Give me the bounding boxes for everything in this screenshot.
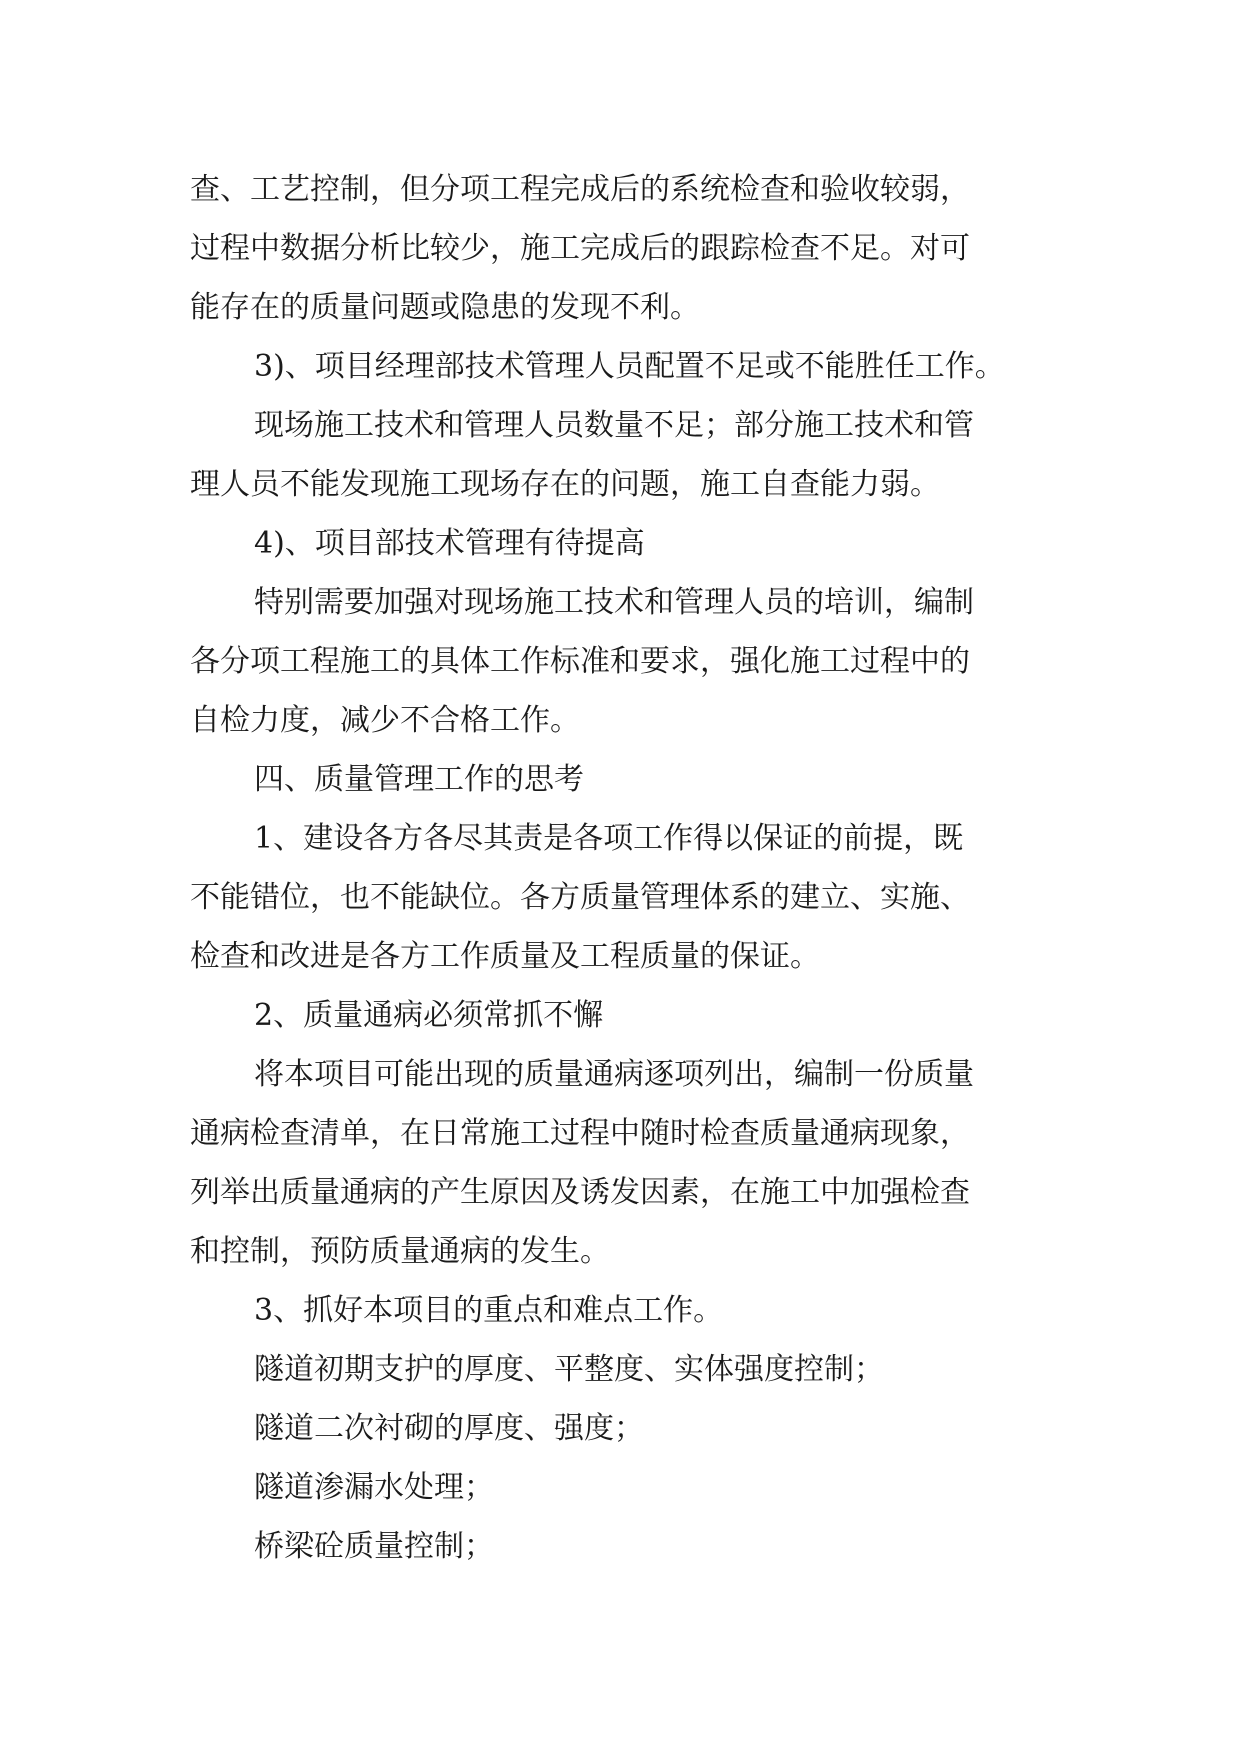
text-line: 过程中数据分析比较少，施工完成后的跟踪检查不足。对可 bbox=[190, 231, 970, 266]
text-line: 隧道二次衬砌的厚度、强度； bbox=[254, 1411, 644, 1446]
text-line: 能存在的质量问题或隐患的发现不利。 bbox=[190, 290, 700, 325]
text-line: 隧道初期支护的厚度、平整度、实体强度控制； bbox=[254, 1352, 884, 1387]
text-line: 自检力度，减少不合格工作。 bbox=[190, 703, 580, 738]
document-body bbox=[190, 160, 1070, 1576]
text-line: 和控制，预防质量通病的发生。 bbox=[190, 1234, 610, 1269]
text-line: 1、建设各方各尽其责是各项工作得以保证的前提，既 bbox=[254, 821, 964, 856]
text-line: 检查和改进是各方工作质量及工程质量的保证。 bbox=[190, 939, 820, 974]
text-line: 2、质量通病必须常抓不懈 bbox=[254, 998, 604, 1033]
text-line: 现场施工技术和管理人员数量不足；部分施工技术和管 bbox=[254, 408, 974, 443]
text-line: 四、质量管理工作的思考 bbox=[254, 762, 584, 797]
text-line: 隧道渗漏水处理； bbox=[254, 1470, 494, 1505]
text-line: 各分项工程施工的具体工作标准和要求，强化施工过程中的 bbox=[190, 644, 970, 679]
text-line: 不能错位，也不能缺位。各方质量管理体系的建立、实施、 bbox=[190, 880, 970, 915]
text-line: 列举出质量通病的产生原因及诱发因素，在施工中加强检查 bbox=[190, 1175, 970, 1210]
text-line: 特别需要加强对现场施工技术和管理人员的培训，编制 bbox=[254, 585, 974, 620]
text-line: 理人员不能发现施工现场存在的问题，施工自查能力弱。 bbox=[190, 467, 940, 502]
text-line: 3)、项目经理部技术管理人员配置不足或不能胜任工作。 bbox=[254, 349, 1005, 384]
text-line: 4)、项目部技术管理有待提高 bbox=[254, 526, 645, 561]
text-line: 查、工艺控制，但分项工程完成后的系统检查和验收较弱， bbox=[190, 172, 970, 207]
text-line: 通病检查清单，在日常施工过程中随时检查质量通病现象， bbox=[190, 1116, 970, 1151]
text-line: 桥梁砼质量控制； bbox=[254, 1529, 494, 1564]
text-line: 3、抓好本项目的重点和难点工作。 bbox=[254, 1293, 724, 1328]
text-line: 将本项目可能出现的质量通病逐项列出，编制一份质量 bbox=[254, 1057, 974, 1092]
